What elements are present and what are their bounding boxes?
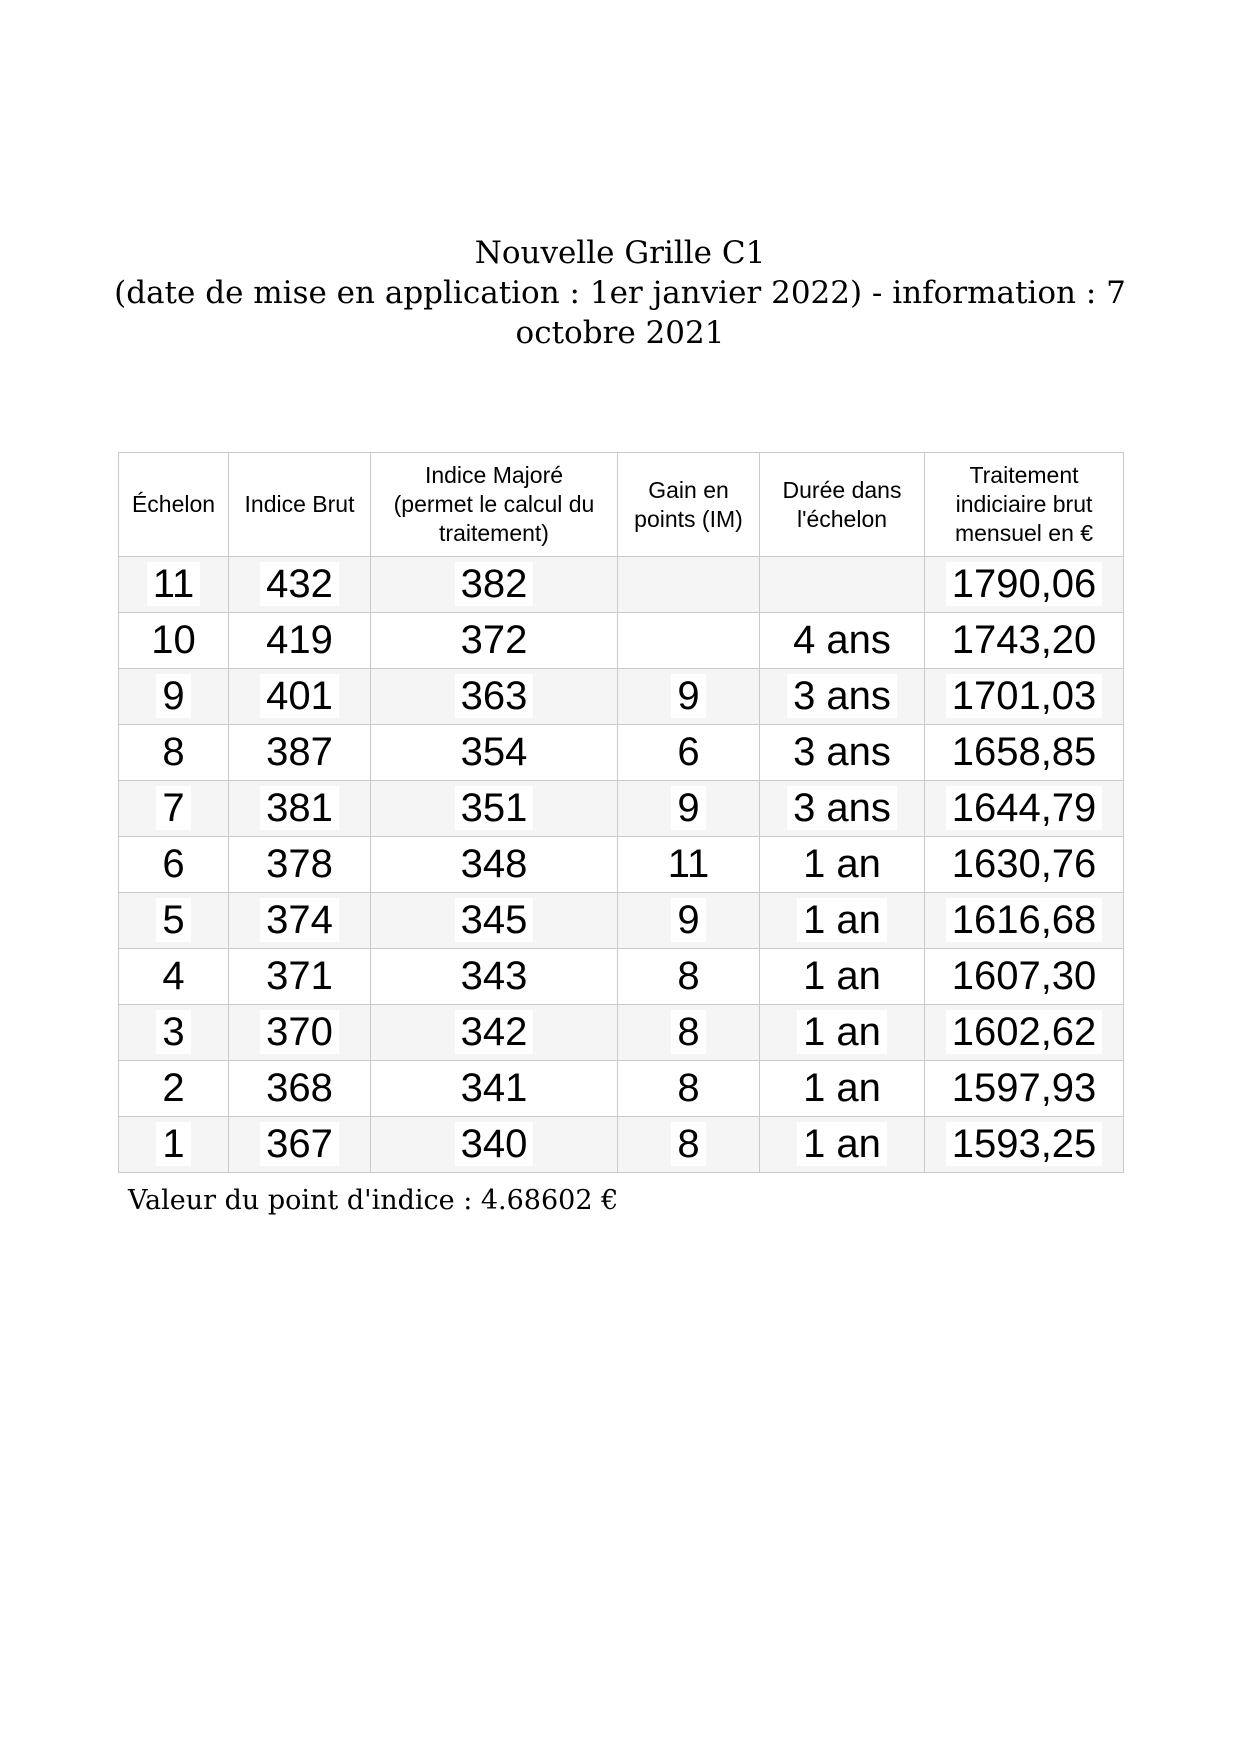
salary-grid-table	[118, 452, 1124, 1173]
table-cell-echelon	[119, 781, 229, 837]
cell-value: 343	[455, 954, 534, 998]
cell-value: 1630,76	[946, 842, 1103, 886]
table-cell-indice-brut	[229, 557, 371, 613]
table-cell-duree-echelon	[760, 1005, 925, 1061]
column-header-line: traitement)	[439, 520, 549, 546]
cell-value: 3 ans	[787, 786, 897, 830]
document-title	[0, 233, 1240, 353]
cell-value: 387	[260, 730, 339, 774]
table-cell-indice-brut	[229, 725, 371, 781]
table-cell-duree-echelon	[760, 1117, 925, 1173]
table-cell-duree-echelon	[760, 893, 925, 949]
table-cell-gain-points	[618, 1117, 760, 1173]
title-line-2: (date de mise en application : 1er janvier 2022) - information : 7	[114, 275, 1126, 311]
column-header-line: mensuel en €	[954, 520, 1094, 546]
table-row	[119, 725, 1124, 781]
column-header-line: Gain en	[648, 476, 729, 503]
cell-value: 1 an	[797, 842, 887, 886]
table-header-row	[119, 453, 1124, 557]
cell-value: 1 an	[797, 1122, 887, 1166]
table-cell-indice-majore	[371, 1005, 618, 1061]
table-cell-traitement-brut	[925, 837, 1124, 893]
table-row	[119, 1117, 1124, 1173]
table-cell-traitement-brut	[925, 1117, 1124, 1173]
table-cell-echelon	[119, 1061, 229, 1117]
table-cell-indice-brut	[229, 1005, 371, 1061]
table-cell-duree-echelon	[760, 557, 925, 613]
table-row	[119, 1005, 1124, 1061]
cell-value: 9	[671, 786, 705, 830]
cell-value: 6	[671, 730, 705, 774]
table-cell-gain-points	[618, 725, 760, 781]
column-header-line: Traitement	[969, 462, 1079, 488]
table-cell-indice-brut	[229, 949, 371, 1005]
table-cell-gain-points	[618, 781, 760, 837]
cell-value: 368	[260, 1066, 339, 1110]
table-cell-traitement-brut	[925, 781, 1124, 837]
table-cell-traitement-brut	[925, 613, 1124, 669]
table-cell-indice-majore	[371, 669, 618, 725]
cell-value: 1616,68	[946, 898, 1103, 942]
table-cell-echelon	[119, 837, 229, 893]
cell-value: 370	[260, 1010, 339, 1054]
table-cell-gain-points	[618, 893, 760, 949]
table-cell-traitement-brut	[925, 1061, 1124, 1117]
cell-value: 382	[455, 562, 534, 606]
cell-value: 419	[260, 618, 339, 662]
table-cell-duree-echelon	[760, 1061, 925, 1117]
cell-value: 8	[156, 730, 190, 774]
column-header-traitement-brut	[925, 453, 1124, 557]
title-line-3: octobre 2021	[515, 315, 725, 351]
table-cell-indice-brut	[229, 837, 371, 893]
cell-value: 11	[662, 842, 716, 886]
table-row	[119, 557, 1124, 613]
column-header-line: Indice Brut	[244, 491, 355, 517]
cell-value: 1790,06	[946, 562, 1103, 606]
table-cell-gain-points	[618, 557, 760, 613]
table-cell-indice-majore	[371, 557, 618, 613]
table-row	[119, 837, 1124, 893]
cell-value: 4 ans	[787, 618, 897, 662]
column-header-echelon	[119, 453, 229, 557]
table-cell-duree-echelon	[760, 781, 925, 837]
table-cell-indice-brut	[229, 613, 371, 669]
table-body	[119, 557, 1124, 1173]
cell-value: 9	[671, 674, 705, 718]
cell-value: 3 ans	[787, 730, 897, 774]
cell-value: 341	[455, 1066, 534, 1110]
column-header-gain-points	[618, 453, 760, 557]
cell-value: 367	[260, 1122, 339, 1166]
table-row	[119, 1061, 1124, 1117]
table-cell-duree-echelon	[760, 613, 925, 669]
table-cell-indice-majore	[371, 949, 618, 1005]
table-cell-gain-points	[618, 1061, 760, 1117]
cell-value: 1 an	[797, 954, 887, 998]
table-cell-duree-echelon	[760, 669, 925, 725]
cell-value: 9	[156, 674, 190, 718]
table-cell-traitement-brut	[925, 557, 1124, 613]
cell-value: 432	[260, 562, 339, 606]
cell-value: 8	[671, 954, 705, 998]
table-cell-indice-majore	[371, 1061, 618, 1117]
cell-value: 1644,79	[946, 786, 1103, 830]
table-cell-echelon	[119, 669, 229, 725]
column-header-line: points (IM)	[634, 505, 743, 532]
column-header-indice-majore	[371, 453, 618, 557]
cell-value: 2	[156, 1066, 190, 1110]
table-cell-indice-brut	[229, 1117, 371, 1173]
cell-value: 4	[156, 954, 190, 998]
table-cell-echelon	[119, 613, 229, 669]
cell-value: 1701,03	[946, 674, 1103, 718]
cell-value: 1 an	[797, 1066, 887, 1110]
cell-value: 401	[260, 674, 339, 718]
cell-value: 3 ans	[787, 674, 897, 718]
table-cell-duree-echelon	[760, 949, 925, 1005]
column-header-line: Échelon	[131, 491, 216, 517]
table-cell-echelon	[119, 1117, 229, 1173]
table-cell-traitement-brut	[925, 669, 1124, 725]
table-cell-gain-points	[618, 1005, 760, 1061]
title-line-1: Nouvelle Grille C1	[474, 235, 766, 271]
table-cell-indice-brut	[229, 893, 371, 949]
cell-value: 371	[260, 954, 339, 998]
column-header-indice-brut	[229, 453, 371, 557]
cell-value: 1593,25	[946, 1122, 1103, 1166]
cell-value: 378	[260, 842, 339, 886]
cell-value: 6	[156, 842, 190, 886]
table-cell-indice-majore	[371, 893, 618, 949]
table-cell-traitement-brut	[925, 949, 1124, 1005]
cell-value: 8	[671, 1066, 705, 1110]
table-cell-traitement-brut	[925, 725, 1124, 781]
column-header-line: (permet le calcul du	[393, 491, 595, 517]
cell-value: 10	[145, 618, 202, 662]
cell-value: 1597,93	[946, 1066, 1103, 1110]
table-cell-indice-majore	[371, 837, 618, 893]
index-point-value: Valeur du point d'indice : 4.68602 €	[128, 1185, 619, 1216]
cell-value: 7	[156, 786, 190, 830]
column-header-line: Indice Majoré	[424, 462, 564, 488]
cell-value: 340	[455, 1122, 534, 1166]
table-cell-indice-brut	[229, 1061, 371, 1117]
table-row	[119, 669, 1124, 725]
cell-value: 351	[455, 786, 534, 830]
cell-value: 363	[455, 674, 534, 718]
table-cell-indice-majore	[371, 613, 618, 669]
cell-value: 9	[671, 898, 705, 942]
cell-value: 372	[455, 618, 534, 662]
cell-value: 1658,85	[946, 730, 1103, 774]
table-cell-echelon	[119, 1005, 229, 1061]
column-header-duree-echelon	[760, 453, 925, 557]
table-cell-indice-majore	[371, 725, 618, 781]
column-header-line: indiciaire brut	[955, 491, 1093, 517]
table-cell-echelon	[119, 949, 229, 1005]
cell-value: 1 an	[797, 898, 887, 942]
column-header-line: l'échelon	[796, 505, 888, 532]
table-cell-traitement-brut	[925, 1005, 1124, 1061]
table-cell-traitement-brut	[925, 893, 1124, 949]
table-cell-echelon	[119, 893, 229, 949]
table-cell-echelon	[119, 725, 229, 781]
table-cell-indice-majore	[371, 781, 618, 837]
table-cell-gain-points	[618, 949, 760, 1005]
table-row	[119, 781, 1124, 837]
cell-value: 348	[455, 842, 534, 886]
cell-value: 1 an	[797, 1010, 887, 1054]
cell-value: 8	[671, 1122, 705, 1166]
cell-value: 3	[156, 1010, 190, 1054]
table-cell-indice-brut	[229, 781, 371, 837]
cell-value: 1	[156, 1122, 190, 1166]
cell-value: 1743,20	[946, 618, 1103, 662]
table-cell-indice-brut	[229, 669, 371, 725]
table-row	[119, 613, 1124, 669]
table-cell-echelon	[119, 557, 229, 613]
cell-value: 345	[455, 898, 534, 942]
table-cell-duree-echelon	[760, 725, 925, 781]
table-cell-gain-points	[618, 613, 760, 669]
cell-value: 1602,62	[946, 1010, 1103, 1054]
cell-value: 8	[671, 1010, 705, 1054]
column-header-line: Durée dans	[782, 476, 902, 503]
table-row	[119, 949, 1124, 1005]
cell-value: 5	[156, 898, 190, 942]
cell-value: 11	[147, 562, 201, 606]
cell-value: 381	[260, 786, 339, 830]
table-cell-gain-points	[618, 669, 760, 725]
cell-value: 374	[260, 898, 339, 942]
table-cell-gain-points	[618, 837, 760, 893]
cell-value: 1607,30	[946, 954, 1103, 998]
table-cell-indice-majore	[371, 1117, 618, 1173]
table-row	[119, 893, 1124, 949]
table-cell-duree-echelon	[760, 837, 925, 893]
cell-value: 342	[455, 1010, 534, 1054]
cell-value: 354	[455, 730, 534, 774]
